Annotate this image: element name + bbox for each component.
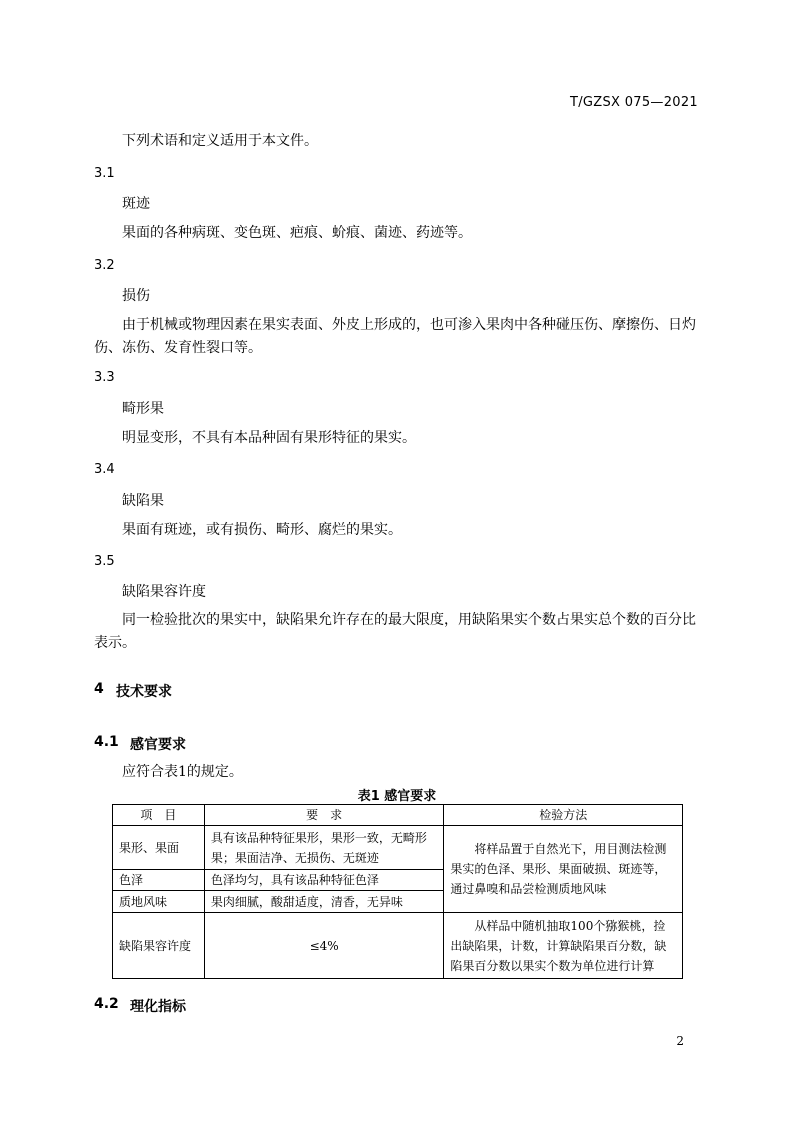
term-definition-line: 由于机械或物理因素在果实表面、外皮上形成的，也可渗入果肉中各种碰压伤、摩擦伤、日灼 <box>122 317 696 333</box>
subsection-number: 4.2 <box>94 996 119 1012</box>
term-number: 3.3 <box>94 370 115 385</box>
term-definition: 明显变形，不具有本品种固有果形特征的果实。 <box>122 430 416 446</box>
table-cell-requirement: 果肉细腻，酸甜适度，清香，无异味 <box>204 891 444 913</box>
table-cell-method: 从样品中随机抽取100个猕猴桃，捡出缺陷果，计数，计算缺陷果百分数，缺陷果百分数以果实个数为单位进行计算 <box>444 913 683 979</box>
term-number: 3.4 <box>94 462 115 477</box>
table-header-row <box>113 805 683 826</box>
intro-text: 下列术语和定义适用于本文件。 <box>122 133 318 149</box>
term-name: 损伤 <box>122 288 150 304</box>
sensory-requirements-table <box>112 804 683 979</box>
table-cell-requirement: ≤4% <box>204 913 444 979</box>
section-title: 技术要求 <box>116 684 172 700</box>
term-name: 畸形果 <box>122 401 164 417</box>
subsection-title: 感官要求 <box>130 737 186 753</box>
table-cell-item: 质地风味 <box>113 891 205 913</box>
table-cell-item: 色泽 <box>113 870 205 891</box>
table-row <box>113 826 683 870</box>
table-cell-item: 缺陷果容许度 <box>113 913 205 979</box>
term-number: 3.1 <box>94 166 115 181</box>
table-header-requirement: 要 求 <box>204 805 444 826</box>
subsection-number: 4.1 <box>94 734 119 750</box>
term-definition-line: 伤、冻伤、发育性裂口等。 <box>94 340 262 356</box>
term-name: 缺陷果容许度 <box>122 584 206 600</box>
table-cell-item: 果形、果面 <box>113 826 205 870</box>
table-header-item: 项 目 <box>113 805 205 826</box>
term-definition: 果面有斑迹，或有损伤、畸形、腐烂的果实。 <box>122 522 402 538</box>
page-number: 2 <box>676 1034 684 1048</box>
table-caption: 表1 感官要求 <box>357 789 437 804</box>
table-cell-requirement: 具有该品种特征果形，果形一致，无畸形果；果面洁净、无损伤、无斑迹 <box>204 826 444 870</box>
table-row <box>113 913 683 979</box>
term-number: 3.2 <box>94 258 115 273</box>
table-cell-requirement: 色泽均匀，具有该品种特征色泽 <box>204 870 444 891</box>
term-definition-line: 表示。 <box>94 635 136 651</box>
subsection-text: 应符合表1的规定。 <box>122 764 243 780</box>
term-number: 3.5 <box>94 554 115 569</box>
table-header-method: 检验方法 <box>444 805 683 826</box>
term-definition: 果面的各种病斑、变色斑、疤痕、蚧痕、菌迹、药迹等。 <box>122 225 472 241</box>
section-number: 4 <box>94 681 104 697</box>
term-definition-line: 同一检验批次的果实中，缺陷果允许存在的最大限度，用缺陷果实个数占果实总个数的百分比 <box>122 612 696 628</box>
document-code: T/GZSX 075—2021 <box>570 95 698 110</box>
subsection-title: 理化指标 <box>130 999 186 1015</box>
table-cell-method: 将样品置于自然光下，用目测法检测果实的色泽、果形、果面破损、斑迹等，通过鼻嗅和品尝检测质地风味 <box>444 826 683 913</box>
term-name: 缺陷果 <box>122 493 164 509</box>
term-name: 斑迹 <box>122 196 150 212</box>
